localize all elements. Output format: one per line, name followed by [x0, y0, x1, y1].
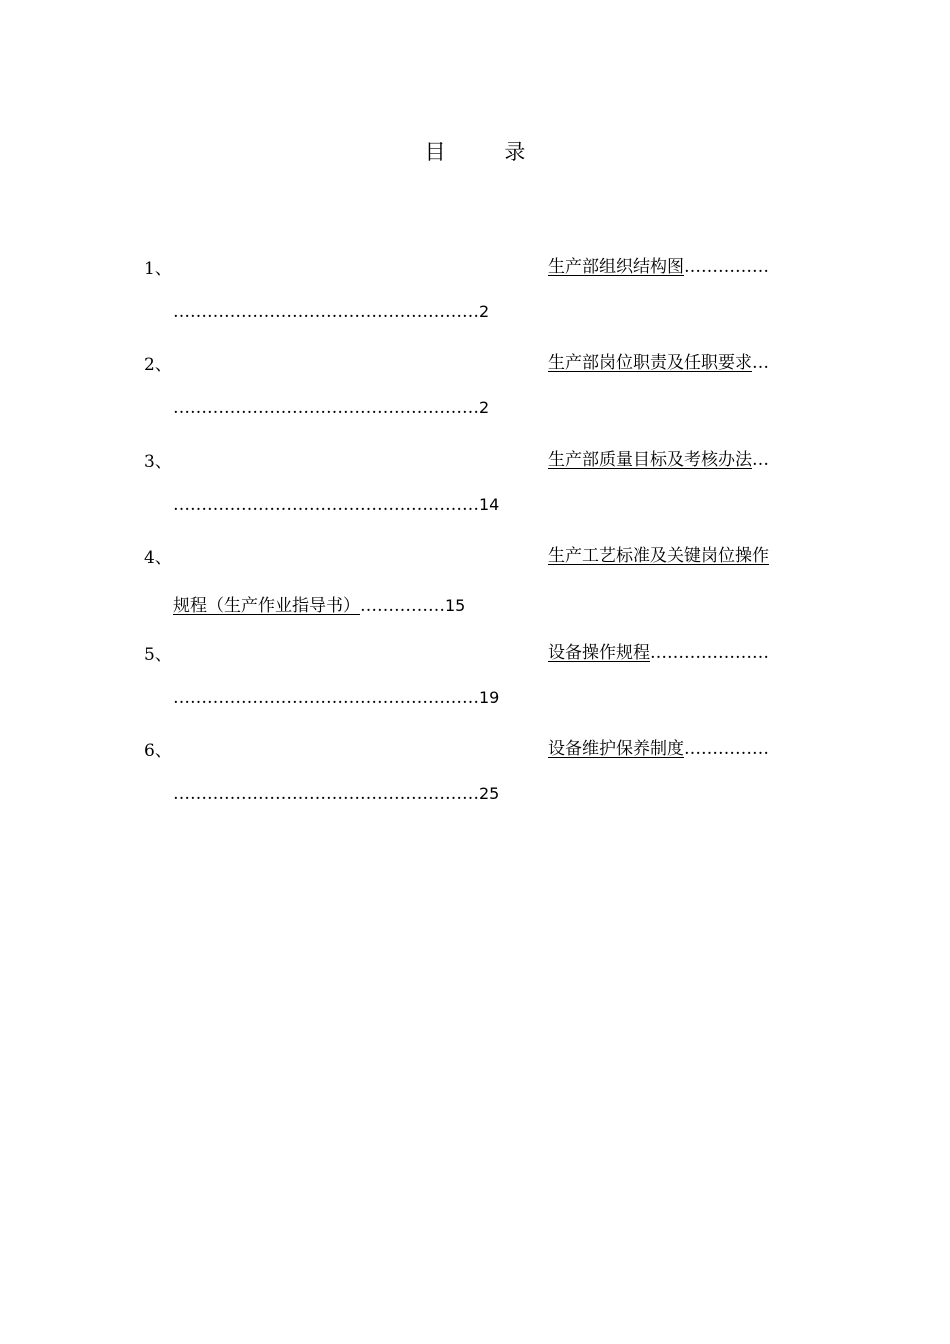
toc-leader-dots: …: [752, 450, 769, 470]
toc-leader-dots: …………………: [650, 643, 769, 663]
toc-entry-line1[interactable]: [548, 348, 798, 373]
toc-entry-number: 4、: [144, 548, 172, 568]
toc-entry-line1[interactable]: [548, 638, 798, 663]
toc-leader-dots: ……………: [360, 596, 445, 616]
toc-entry-line1[interactable]: [548, 445, 798, 470]
toc-entry-line1[interactable]: [548, 252, 798, 277]
toc-leader-dots: ………………………………………………: [173, 688, 479, 708]
toc-leader-dots: ……………: [684, 739, 769, 759]
toc-entry-line2[interactable]: [173, 398, 489, 418]
toc-leader-dots: ………………………………………………: [173, 302, 479, 322]
toc-entry-title[interactable]: 生产部质量目标及考核办法: [548, 450, 752, 470]
toc-entry-title-continued[interactable]: 规程（生产作业指导书）: [173, 596, 360, 616]
toc-leader-dots: …: [752, 353, 769, 373]
toc-entry-title[interactable]: 生产部组织结构图: [548, 257, 684, 277]
page-title: 目 录: [424, 140, 552, 164]
toc-entry-line2[interactable]: [173, 591, 465, 616]
toc-entry-title[interactable]: 生产部岗位职责及任职要求: [548, 353, 752, 373]
toc-page-number: 15: [445, 596, 466, 615]
toc-entry-number: 6、: [144, 741, 172, 761]
toc-page-number: 14: [479, 495, 500, 514]
toc-entry-line1[interactable]: [548, 541, 798, 566]
toc-entry-title[interactable]: 设备操作规程: [548, 643, 650, 663]
toc-page-number: 2: [479, 398, 490, 417]
toc-leader-dots: ………………………………………………: [173, 398, 479, 418]
toc-entry-line2[interactable]: [173, 302, 489, 322]
toc-entry-number: 3、: [144, 452, 172, 472]
toc-entry-number: 5、: [144, 645, 172, 665]
toc-leader-dots: ……………: [684, 257, 769, 277]
toc-leader-dots: ………………………………………………: [173, 784, 479, 804]
toc-entry-line1[interactable]: [548, 734, 798, 759]
toc-leader-dots: ………………………………………………: [173, 495, 479, 515]
toc-entry-number: 2、: [144, 355, 172, 375]
toc-entry-line2[interactable]: [173, 688, 499, 708]
toc-page-number: 19: [479, 688, 500, 707]
toc-entry-number: 1、: [144, 259, 172, 279]
toc-entry-line2[interactable]: [173, 784, 499, 804]
toc-entry-line2[interactable]: [173, 495, 499, 515]
toc-page-number: 2: [479, 302, 490, 321]
toc-entry-title[interactable]: 生产工艺标准及关键岗位操作: [548, 546, 769, 566]
toc-entry-title[interactable]: 设备维护保养制度: [548, 739, 684, 759]
toc-page-number: 25: [479, 784, 500, 803]
